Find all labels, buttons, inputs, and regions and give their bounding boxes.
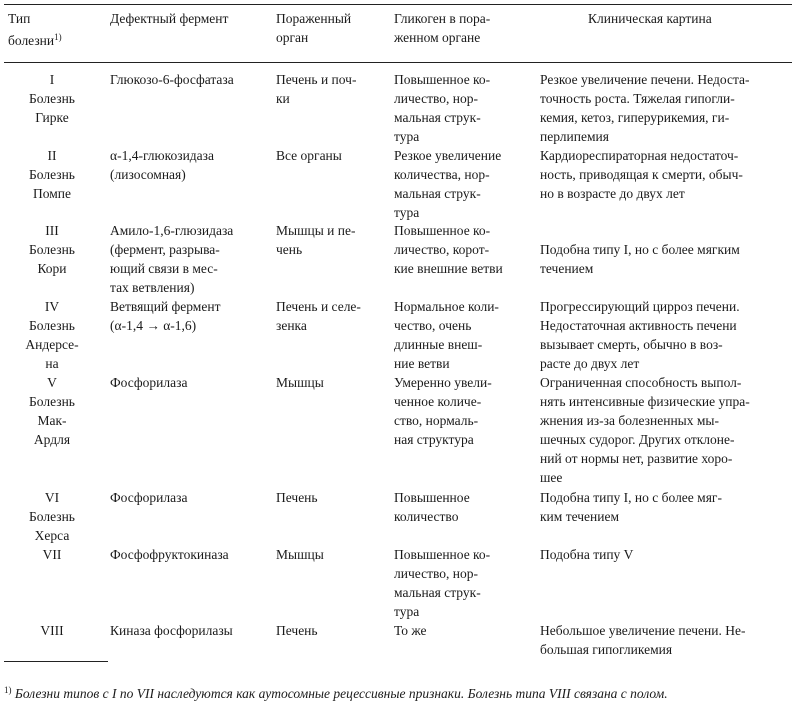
row-2-clinical: Кардиореспираторная недостаточ- ность, приводящая к смерти, обыч- но в возрасте до двух лет <box>540 148 743 201</box>
row-3-clinical: Подобна типу I, но с более мягким течением <box>540 242 740 276</box>
row-8-glycogen: То же <box>394 623 427 638</box>
footnote <box>4 679 790 705</box>
header-glycogen: Гликоген в пора- женном органе <box>394 11 491 45</box>
row-4-type: IV Болезнь Андерсе- на <box>25 299 79 371</box>
row-8-clinical: Небольшое увеличение печени. Не- большая гипогликемия <box>540 623 746 657</box>
row-6-type: VI Болезнь Херса <box>29 490 75 543</box>
row-8-type: VIII <box>40 623 64 638</box>
row-2-organ: Все органы <box>276 148 342 163</box>
row-6-organ: Печень <box>276 490 318 505</box>
row-1-organ: Печень и поч- ки <box>276 72 357 106</box>
row-8-organ: Печень <box>276 623 318 638</box>
row-4-clinical: Прогрессирующий цирроз печени. Недостаточная активность печени вызывает смерть, обычно в воз- расте до двух лет <box>540 299 740 371</box>
row-3-type: III Болезнь Кори <box>29 223 75 276</box>
row-1-enzyme: Глюкозо-6-фосфатаза <box>110 72 234 87</box>
row-2-glycogen: Резкое увеличение количества, нор- мальная струк- тура <box>394 148 502 220</box>
row-4-organ: Печень и селе- зенка <box>276 299 361 333</box>
row-6-enzyme: Фосфорилаза <box>110 490 188 505</box>
row-4-enzyme: Ветвящий фермент (α-1,4 → α-1,6) <box>110 299 221 333</box>
row-1-clinical: Резкое увеличение печени. Недоста- точность роста. Тяжелая гипогли- кемия, кетоз, гиперурикемия, ги- перлипемия <box>540 72 750 144</box>
row-5-type: V Болезнь Мак- Ардля <box>29 375 75 447</box>
row-1-type: I Болезнь Гирке <box>29 72 75 125</box>
footnote-mark: 1) <box>4 685 12 695</box>
row-3-organ: Мышцы и пе- чень <box>276 223 356 257</box>
table-top-rule <box>4 4 792 5</box>
row-3-enzyme: Амило-1,6-глюзидаза (фермент, разрыва- ющий связи в мес- тах ветвления) <box>110 223 234 295</box>
footnote-text: Болезни типов с I по VII наследуются как аутосомные рецессивные признаки. Болезнь типа VIII связана с полом. <box>14 686 668 701</box>
header-footnote-mark: 1) <box>54 32 62 42</box>
row-7-enzyme: Фосфофруктокиназа <box>110 547 229 562</box>
row-6-glycogen: Повышенное количество <box>394 490 470 524</box>
row-5-organ: Мышцы <box>276 375 324 390</box>
row-7-type: VII <box>42 547 62 562</box>
header-disease-type: Тип болезни$^{1)}$ <box>8 11 62 48</box>
header-enzyme: Дефектный фермент <box>110 11 229 26</box>
row-2-type: II Болезнь Помпе <box>29 148 75 201</box>
row-5-clinical: Ограниченная способность выпол- нять интенсивные физические упра- жнения из-за болезненных мы- шечных судорог. Других отклоне- ний от нормы нет, развитие хоро- шее <box>540 375 750 485</box>
row-7-organ: Мышцы <box>276 547 324 562</box>
row-7-glycogen: Повышенное ко- личество, нор- мальная струк- тура <box>394 547 491 619</box>
row-5-enzyme: Фосфорилаза <box>110 375 188 390</box>
header-clinical: Клиническая картина <box>588 11 712 26</box>
row-1-glycogen: Повышенное ко- личество, нор- мальная струк- тура <box>394 72 491 144</box>
row-2-enzyme: α-1,4-глюкозидаза (лизосомная) <box>110 148 214 182</box>
row-3-glycogen: Повышенное ко- личество, корот- кие внешние ветви <box>394 223 503 276</box>
header-organ: Пораженный орган <box>276 11 352 45</box>
row-4-glycogen: Нормальное коли- чество, очень длинные внеш- ние ветви <box>394 299 499 371</box>
footnote-rule <box>4 661 108 662</box>
row-7-clinical: Подобна типу V <box>540 547 634 562</box>
row-8-enzyme: Киназа фосфорилазы <box>110 623 233 638</box>
header-rule <box>4 62 792 63</box>
row-6-clinical: Подобна типу I, но с более мяг- ким течением <box>540 490 722 524</box>
row-5-glycogen: Умеренно увели- ченное количе- ство, нормаль- ная структура <box>394 375 492 447</box>
